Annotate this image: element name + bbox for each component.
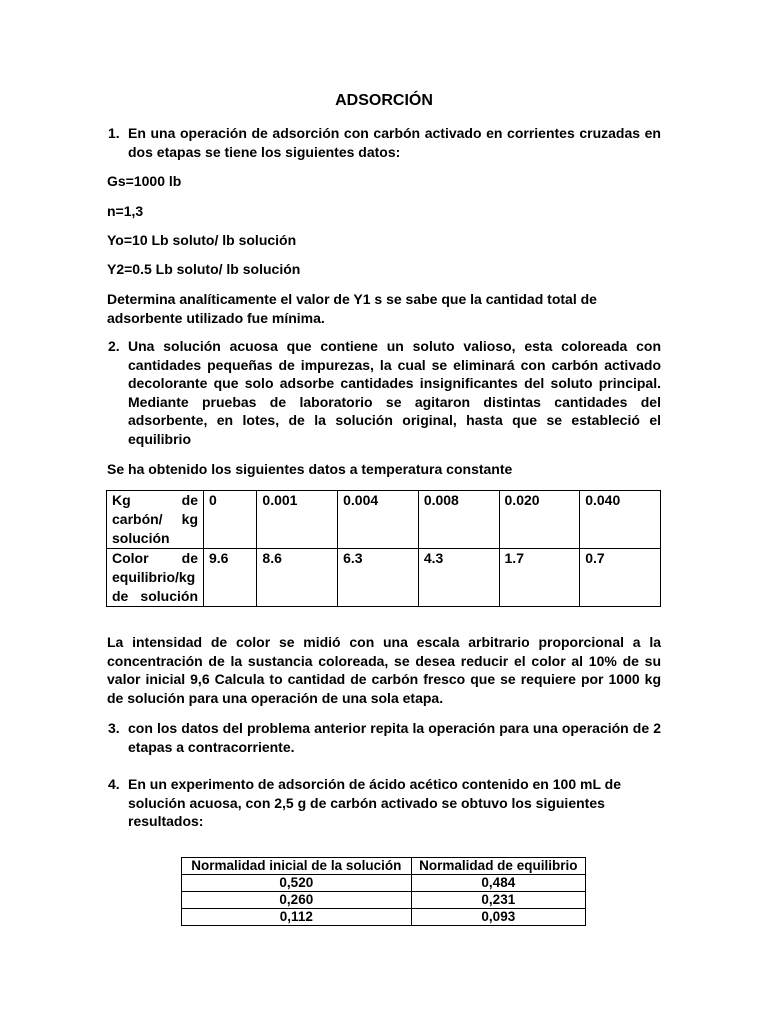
page-title: ADSORCIÓN [335, 92, 433, 109]
table-cell: 0,520 [182, 875, 412, 892]
table-cell: 0 [204, 491, 257, 549]
data-line-n: n=1,3 [107, 203, 144, 219]
row-label-carbon: Kg de carbón/ kg solución [107, 491, 204, 549]
table-cell: 1.7 [499, 549, 580, 607]
table-row [182, 892, 586, 909]
normality-table [181, 857, 586, 926]
problem-2-number: 2. [108, 338, 120, 354]
header-initial-normality: Normalidad inicial de la solución [182, 858, 412, 875]
problem-2-text: Una solución acuosa que contiene un soluto valioso, esta coloreada con cantidades pequeñas de impurezas, la cual se eliminará con carbón activado decolorante que solo adsorbe cantidades insignificantes del soluto principal. Mediante pruebas de laboratorio se agitaron distintas cantidades del adsorbente, en lotes, de la solución original, hasta que se estableció el equilibrio [128, 338, 661, 447]
table-cell: 0.001 [257, 491, 338, 549]
table-row [182, 909, 586, 926]
table-cell: 0,112 [182, 909, 412, 926]
header-equilibrium-normality: Normalidad de equilibrio [411, 858, 585, 875]
table-cell: 4.3 [418, 549, 499, 607]
problem-4-number: 4. [108, 776, 120, 792]
table-cell: 0,231 [411, 892, 585, 909]
problem-3 [108, 719, 661, 756]
table-row [107, 491, 661, 549]
data-line-yo: Yo=10 Lb soluto/ lb solución [107, 232, 297, 248]
data-line-y2: Y2=0.5 Lb soluto/ lb solución [107, 261, 301, 277]
problem-1-text: En una operación de adsorción con carbón activado en corrientes cruzadas en dos etapas se tiene los siguientes datos: [128, 125, 661, 160]
table-cell: 6.3 [338, 549, 419, 607]
problem-2 [108, 337, 661, 448]
problem-1 [108, 124, 661, 161]
table-cell: 0.020 [499, 491, 580, 549]
table-cell: 0.7 [580, 549, 661, 607]
table-cell: 0.040 [580, 491, 661, 549]
table-header-row [182, 858, 586, 875]
table-cell: 8.6 [257, 549, 338, 607]
table-row [182, 875, 586, 892]
problem-2-intro: Se ha obtenido los siguientes datos a temperatura constante [107, 461, 513, 477]
table-cell: 0,260 [182, 892, 412, 909]
problem-1-number: 1. [108, 125, 120, 141]
data-line-gs: Gs=1000 lb [107, 173, 182, 189]
table-cell: 0.004 [338, 491, 419, 549]
table-cell: 9.6 [204, 549, 257, 607]
problem-3-text: con los datos del problema anterior repita la operación para una operación de 2 etapas a contracorriente. [128, 720, 661, 755]
problem-3-number: 3. [108, 720, 120, 736]
table-cell: 0,093 [411, 909, 585, 926]
table-cell: 0.008 [418, 491, 499, 549]
table-cell: 0,484 [411, 875, 585, 892]
carbon-color-table [106, 490, 661, 607]
problem-4-text: En un experimento de adsorción de ácido acético contenido en 100 mL de solución acuosa, con 2,5 g de carbón activado se obtuvo los siguientes resultados: [128, 776, 621, 829]
problem-1-question: Determina analíticamente el valor de Y1 s se sabe que la cantidad total de adsorbente utilizado fue mínima. [107, 291, 597, 326]
table-row [107, 549, 661, 607]
row-label-color: Color de equilibrio/kg de solución [107, 549, 204, 607]
problem-2-followup: La intensidad de color se midió con una escala arbitrario proporcional a la concentración de la sustancia coloreada, se desea reducir el color al 10% de su valor inicial 9,6 Calcula to cantidad de carbón fresco que se requiere por 1000 kg de solución para una operación de una sola etapa. [107, 634, 661, 706]
problem-4 [108, 775, 661, 831]
